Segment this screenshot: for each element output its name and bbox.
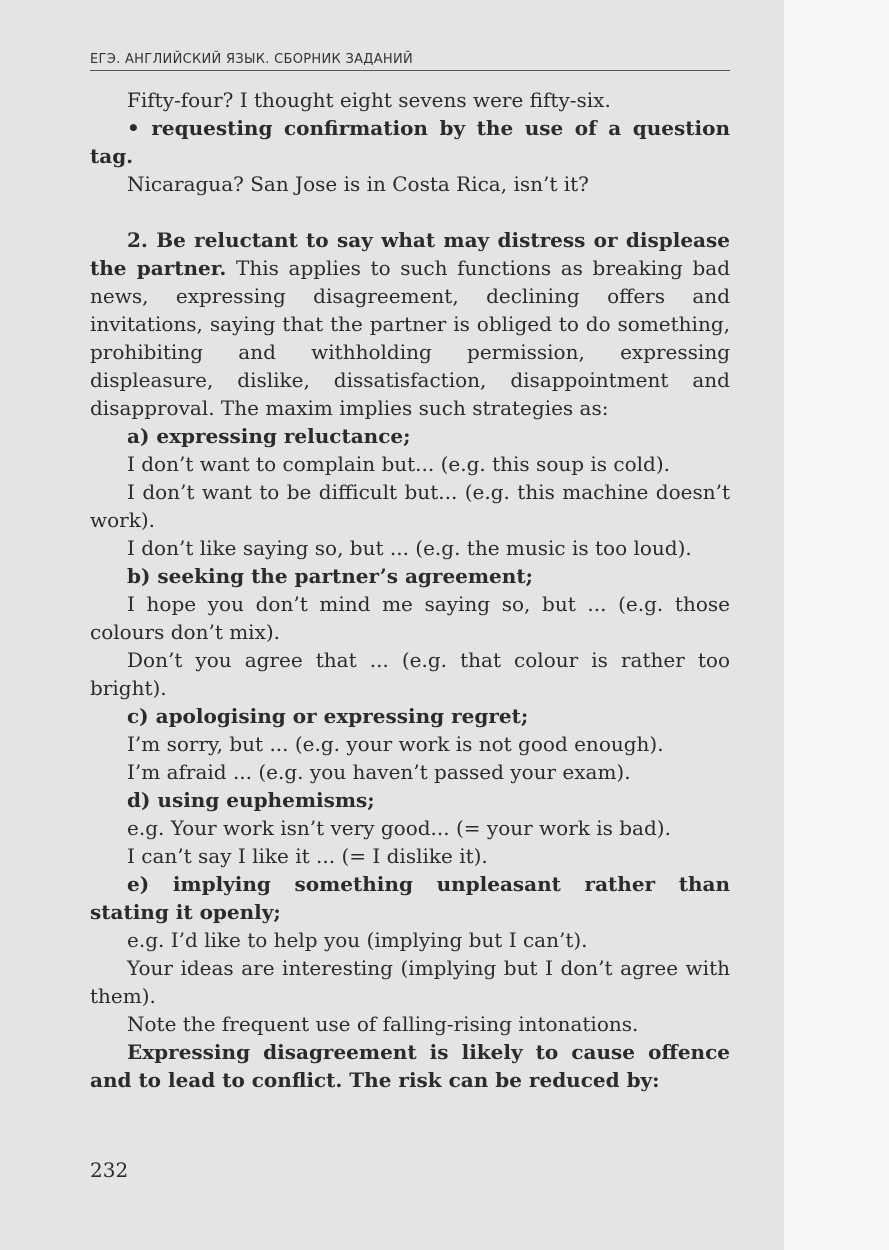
page-body [90,86,730,1094]
maxim-heading: 2. Be reluctant to say what may distress or displease the partner. [90,228,730,280]
paragraph-gap [90,198,730,226]
strategy-heading: b) seeking the partner’s agreement; [127,564,533,588]
strategy-heading: e) implying something unpleasant rather than stating it openly; [90,872,730,924]
example-line: I’m afraid ... (e.g. you haven’t passed your exam). [127,760,631,784]
closing-paragraph: Expressing disagreement is likely to cause offence and to lead to conflict. The risk can be reduced by: [90,1040,730,1092]
page-margin [784,0,889,1250]
example-line: Don’t you agree that ... (e.g. that colour is rather too bright). [90,648,730,700]
example-line: e.g. Your work isn’t very good... (= your work is bad). [127,816,671,840]
example-line: I don’t like saying so, but ... (e.g. the music is too loud). [127,536,692,560]
strategy-heading: d) using euphemisms; [127,788,375,812]
maxim-description: This applies to such functions as breaking bad news, expressing disagreement, declining offers and invitations, saying that the partner is obliged to do something, prohibiting and withholding permission, expressing displeasure, dislike, dissatisfaction, disappointment and disapproval. The maxim implies such strategies as: [90,256,730,420]
page-number: 232 [90,1158,129,1182]
strategy-heading: c) apologising or expressing regret; [127,704,529,728]
example-line: Fifty-four? I thought eight sevens were fifty-six. [127,88,611,112]
example-line: I don’t want to be difficult but... (e.g. this machine doesn’t work). [90,480,730,532]
example-line: I can’t say I like it ... (= I dislike it). [127,844,488,868]
running-head: ЕГЭ. АНГЛИЙСКИЙ ЯЗЫК. СБОРНИК ЗАДАНИЙ [90,52,730,71]
maxim-paragraph [90,226,730,422]
strategy-bullet: • requesting confirmation by the use of a question tag. [90,116,730,168]
example-line: I don’t want to complain but... (e.g. this soup is cold). [127,452,671,476]
example-line: I’m sorry, but ... (e.g. your work is not good enough). [127,732,664,756]
note-line: Note the frequent use of falling-rising intonations. [127,1012,639,1036]
example-line: e.g. I’d like to help you (implying but I can’t). [127,928,588,952]
strategy-heading: a) expressing reluctance; [127,424,411,448]
example-line: Nicaragua? San Jose is in Costa Rica, isn’t it? [127,172,589,196]
example-line: Your ideas are interesting (implying but I don’t agree with them). [90,956,730,1008]
example-line: I hope you don’t mind me saying so, but ... (e.g. those colours don’t mix). [90,592,730,644]
